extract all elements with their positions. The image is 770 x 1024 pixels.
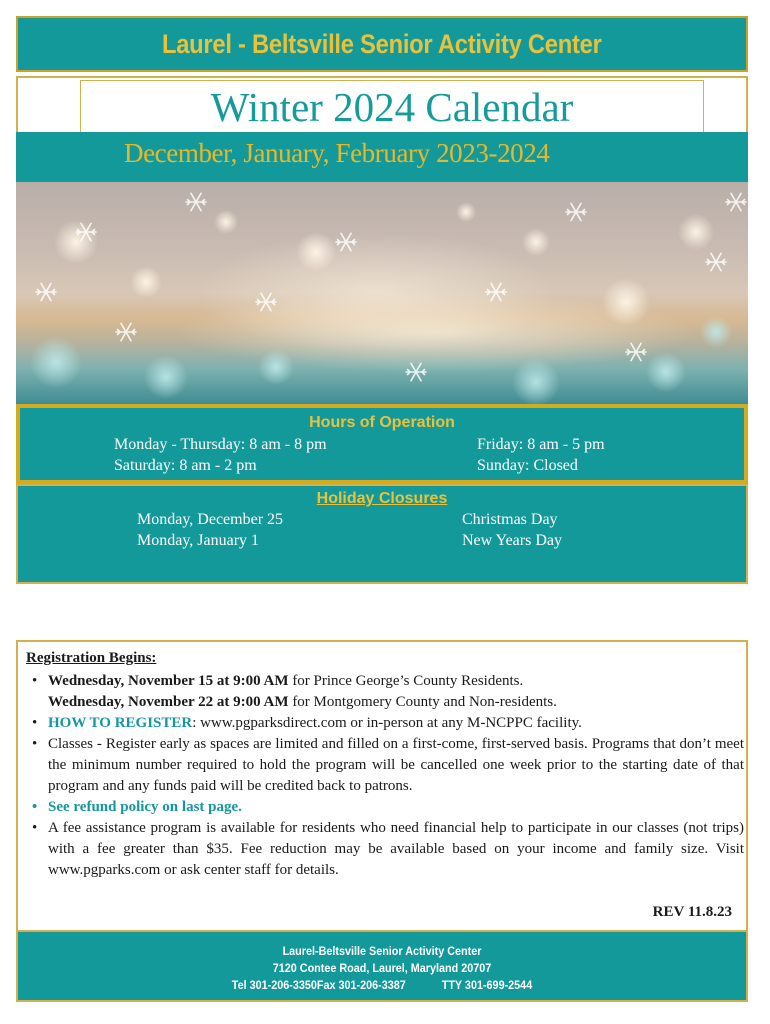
- holiday-name: Christmas Day: [462, 511, 558, 528]
- registration-heading: Registration Begins:: [26, 650, 157, 666]
- subtitle-band: [16, 132, 748, 182]
- list-item: [32, 818, 744, 881]
- hours-mon-thu: Monday - Thursday: 8 am - 8 pm: [114, 436, 327, 453]
- subtitle: December, January, February 2023-2024: [124, 138, 550, 168]
- registration-date-mc: Wednesday, November 22 at 9:00 AM: [48, 694, 289, 710]
- hours-of-operation: [16, 404, 748, 484]
- fee-assistance-text: A fee assistance program is available for residents who need financial help to participate in our classes (not trips) with a fee greater than $35. Fee reduction may be available based on your income and family size. Visit www.pgparks.com or ask center staff for details.: [48, 820, 744, 878]
- bullet-icon: •: [32, 673, 38, 689]
- how-to-register-text: : www.pgparksdirect.com or in-person at any M-NCPPC facility.: [192, 715, 582, 731]
- holiday-date: Monday, December 25: [137, 511, 284, 528]
- hours-heading: Hours of Operation: [309, 414, 455, 431]
- snowflake-bokeh-illustration: [16, 182, 748, 404]
- list-item: [32, 671, 744, 713]
- footer-address: 7120 Contee Road, Laurel, Maryland 20707: [272, 961, 492, 975]
- hours-saturday: Saturday: 8 am - 2 pm: [114, 457, 257, 474]
- holiday-name: New Years Day: [462, 532, 562, 549]
- registration-section: [16, 640, 748, 930]
- list-item: [32, 713, 744, 734]
- bullet-icon: •: [32, 736, 38, 752]
- registration-mc-text: for Montgomery County and Non-residents.: [288, 694, 557, 710]
- header-banner: [16, 16, 748, 72]
- winter-bokeh-image: [16, 182, 748, 404]
- how-to-register-label: HOW TO REGISTER: [48, 715, 193, 731]
- revision-label: REV 11.8.23: [652, 904, 732, 920]
- footer: [16, 930, 748, 1002]
- title-box: [80, 80, 704, 132]
- bullet-icon: •: [32, 820, 38, 836]
- hours-sunday: Sunday: Closed: [477, 457, 578, 474]
- holiday-date: Monday, January 1: [137, 532, 260, 549]
- list-item: [32, 734, 744, 797]
- footer-center-name: Laurel-Beltsville Senior Activity Center: [282, 944, 482, 958]
- hours-friday: Friday: 8 am - 5 pm: [477, 436, 605, 453]
- bullet-icon: •: [32, 715, 38, 731]
- refund-policy-note: See refund policy on last page.: [48, 799, 242, 815]
- holiday-closures: [16, 484, 748, 584]
- page-title: Winter 2024 Calendar: [210, 84, 574, 130]
- registration-date-pg: Wednesday, November 15 at 9:00 AM: [48, 673, 289, 689]
- list-item: [32, 797, 744, 818]
- classes-text: Classes - Register early as spaces are limited and filled on a first-come, first-served basis. Programs that don’t meet the minimum number required to hold the program will be cancelled one week prior to the starting date of that program and any funds paid will be credited back to patrons.: [48, 736, 744, 794]
- bullet-icon: •: [32, 799, 38, 815]
- registration-pg-text: for Prince George’s County Residents.: [288, 673, 524, 689]
- holiday-heading: Holiday Closures: [316, 490, 448, 507]
- banner-title: Laurel - Beltsville Senior Activity Center: [162, 28, 602, 59]
- footer-phones: Tel 301-206-3350Fax 301-206-3387 TTY 301-699-2544: [231, 978, 533, 992]
